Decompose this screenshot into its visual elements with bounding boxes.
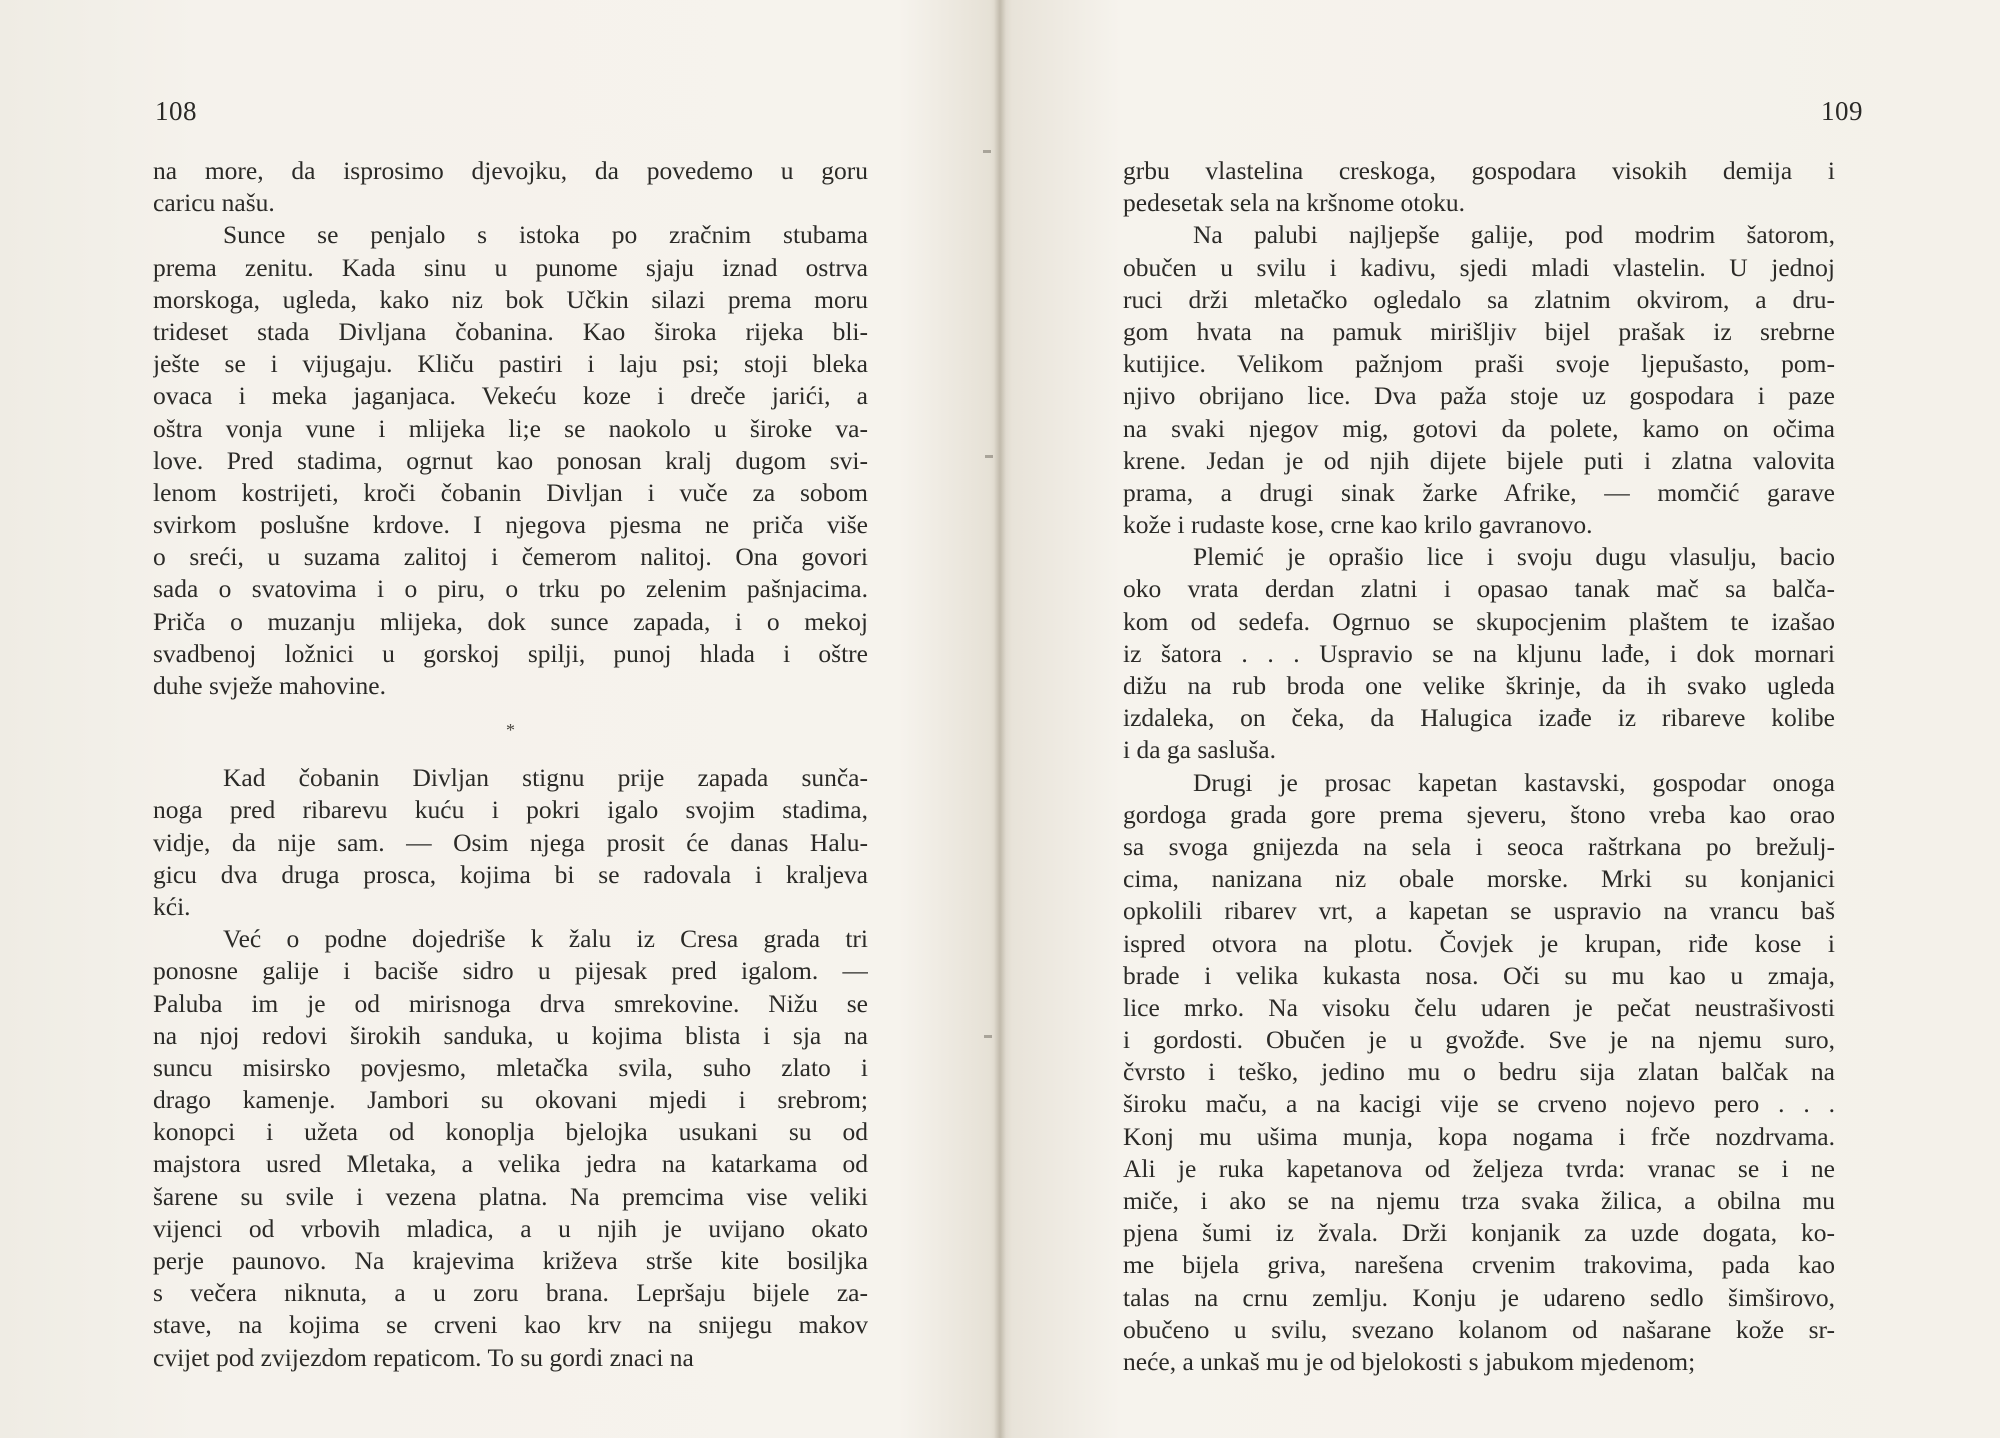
text-line: cvijet pod zvijezdom repaticom. To su gordi znaci na — [153, 1342, 694, 1372]
text-line: ješte se i vijugaju. Kliču pastiri i laju psi; stoji bleka — [153, 349, 868, 379]
paragraph — [153, 219, 868, 702]
text-line: Već o podne dojedriše k žalu iz Cresa grada tri — [223, 924, 868, 954]
text-line: oko vrata derdan zlatni i opasao tanak mač sa balča- — [1123, 574, 1835, 604]
text-line: konopci i užeta od konoplja bjelojka usukani su od — [153, 1117, 868, 1147]
text-line: oštra vonja vune i mlijeka li;e se naokolo u široke va- — [153, 413, 868, 443]
text-line: šarene su svile i vezena platna. Na premcima vise veliki — [153, 1181, 868, 1211]
text-line: prama, a drugi sinak žarke Afrike, — momčić garave — [1123, 477, 1835, 507]
text-line: na more, da isprosimo djevojku, da povedemo u goru — [153, 156, 868, 185]
text-line: obučen u svilu i kadivu, sjedi mladi vlastelin. U jednoj — [1123, 252, 1835, 282]
paragraph — [1123, 541, 1835, 766]
text-line: izdaleka, on čeka, da Halugica izađe iz ribareve kolibe — [1123, 703, 1835, 733]
text-line: neće, a unkaš mu je od bjelokosti s jabukom mjedenom; — [1123, 1346, 1696, 1376]
text-line: duhe svježe mahovine. — [153, 671, 386, 700]
text-line: lice mrko. Na visoku čelu udaren je pečat neustrašivosti — [1123, 992, 1835, 1022]
text-line: i gordosti. Obučen je u gvožđe. Sve je na njemu suro, — [1123, 1025, 1835, 1055]
text-line: grbu vlastelina creskoga, gospodara visokih demija i — [1123, 156, 1835, 185]
text-line: kom od sedefa. Ogrnuo se skupocjenim plaštem te izašao — [1123, 606, 1835, 636]
right-page — [1005, 0, 2000, 1438]
page-number: 109 — [1821, 96, 1863, 126]
page-text — [153, 155, 868, 1374]
text-line: perje paunovo. Na krajevima križeva strše kite bosiljka — [153, 1246, 868, 1275]
text-line: obučeno u svilu, svezano kolanom od našarane kože sr- — [1123, 1314, 1835, 1344]
text-line: Priča o muzanju mlijeka, dok sunce zapada, i o mekoj — [153, 606, 868, 636]
text-line: gom hvata na pamuk mirišljiv bijel prašak iz srebrne — [1123, 316, 1835, 346]
paragraph — [1123, 219, 1835, 541]
text-line: ispred otvora na plotu. Čovjek je krupan, riđe kose i — [1123, 928, 1835, 958]
text-line: Paluba im je od mirisnoga drva smrekovine. Nižu se — [153, 988, 868, 1018]
text-line: svadbenoj ložnici u gorskoj spilji, punoj hlada i oštre — [153, 638, 868, 668]
text-line: opkolili ribarev vrt, a kapetan se uspravio na vrancu baš — [1123, 896, 1835, 926]
text-line: me bijela griva, narešena crvenim trakovima, pada kao — [1123, 1250, 1835, 1280]
text-line: majstora usred Mletaka, a velika jedra na katarkama od — [153, 1149, 868, 1179]
text-line: Kad čobanin Divljan stignu prije zapada sunča- — [223, 763, 868, 793]
text-line: gordoga grada gore prema sjeveru, štono vreba kao orao — [1123, 799, 1835, 829]
text-line: Sunce se penjalo s istoka po zračnim stubama — [223, 220, 868, 250]
text-line: vidje, da nije sam. — Osim njega prosit će danas Halu- — [153, 827, 868, 857]
text-line: iz šatora . . . Uspravio se na kljunu lađe, i dok mornari — [1123, 638, 1835, 668]
text-line: i da ga sasluša. — [1123, 735, 1276, 765]
text-line: Drugi je prosac kapetan kastavski, gospodar onoga — [1193, 767, 1835, 797]
text-line: široku maču, a na kacigi vije se crveno nojevo pero . . . — [1123, 1089, 1835, 1119]
text-line: na njoj redovi širokih sanduka, u kojima blista i sja na — [153, 1020, 868, 1050]
text-line: ovaca i meka jaganjaca. Vekeću koze i dreče jarići, a — [153, 381, 868, 411]
paragraph — [153, 762, 868, 923]
text-line: Plemić je oprašio lice i svoju dugu vlasulju, bacio — [1193, 542, 1835, 572]
text-line: suncu misirsko povjesmo, mletačka svila, suho zlato i — [153, 1052, 868, 1082]
paragraph — [153, 923, 868, 1374]
left-page — [0, 0, 995, 1438]
paragraph — [153, 155, 868, 219]
text-line: kože i rudaste kose, crne kao krilo gavranovo. — [1123, 510, 1593, 540]
text-line: ruci drži mletačko ogledalo sa zlatnim okvirom, a dru- — [1123, 284, 1835, 314]
text-line: brade i velika kukasta nosa. Oči su mu kao u zmaja, — [1123, 960, 1835, 990]
text-line: noga pred ribarevu kuću i pokri igalo svojim stadima, — [153, 795, 868, 825]
text-line: Ali je ruka kapetanova od željeza tvrda: vranac se i ne — [1123, 1153, 1835, 1183]
text-line: svirkom poslušne krdove. I njegova pjesma ne priča više — [153, 510, 868, 540]
text-line: lenom kostrijeti, kroči čobanin Divljan i vuče za sobom — [153, 477, 868, 507]
text-line: miče, i ako se na njemu trza svaka žilica, a obilna mu — [1123, 1186, 1835, 1215]
text-line: s večera niknuta, a u zoru brana. Lepršaju bijele za- — [153, 1278, 868, 1308]
paragraph — [1123, 767, 1835, 1379]
text-line: kutijice. Velikom pažnjom praši svoje ljepušasto, pom- — [1123, 349, 1835, 379]
text-line: Na palubi najljepše galije, pod modrim šatorom, — [1193, 220, 1835, 250]
text-line: sada o svatovima i o piru, o trku po zelenim pašnjacima. — [153, 574, 868, 604]
page-text — [1123, 155, 1835, 1378]
text-line: drago kamenje. Jambori su okovani mjedi i srebrom; — [153, 1085, 868, 1115]
text-line: kći. — [153, 891, 191, 921]
text-line: pjena šumi iz žvala. Drži konjanik za uzde dogata, ko- — [1123, 1218, 1835, 1248]
section-divider: * — [506, 720, 515, 741]
text-line: krene. Jedan je od njih dijete bijele puti i zlatna valovita — [1123, 445, 1835, 475]
text-line: Konj mu ušima munja, kopa nogama i frče nozdrvama. — [1123, 1121, 1835, 1151]
text-line: love. Pred stadima, ogrnut kao ponosan kralj dugom svi- — [153, 445, 868, 475]
paragraph — [1123, 155, 1835, 219]
text-line: pedesetak sela na kršnome otoku. — [1123, 188, 1466, 218]
text-line: sa svoga gnijezda na sela i seoca raštrkana po brežulj- — [1123, 831, 1835, 861]
text-line: trideset stada Divljana čobanina. Kao široka rijeka bli- — [153, 316, 868, 346]
text-line: ponosne galije i baciše sidro u pijesak pred igalom. — — [153, 956, 868, 986]
text-line: njivo obrijano lice. Dva paža stoje uz gospodara i paze — [1123, 381, 1835, 411]
text-line: talas na crnu zemlju. Konju je udareno sedlo šimširovo, — [1123, 1282, 1835, 1312]
text-line: gicu dva druga prosca, kojima bi se radovala i kraljeva — [153, 859, 868, 889]
text-line: prema zenitu. Kada sinu u punome sjaju iznad ostrva — [153, 252, 868, 282]
text-line: cima, nanizana niz obale morske. Mrki su konjanici — [1123, 864, 1835, 894]
text-line: stave, na kojima se crveni kao krv na snijegu makov — [153, 1310, 868, 1340]
text-line: o sreći, u suzama zalitoj i čemerom nalitoj. Ona govori — [153, 542, 868, 572]
text-line: na svaki njegov mig, gotovi da polete, kamo on očima — [1123, 413, 1835, 443]
text-line: vijenci od vrbovih mladica, a u njih je uvijano okato — [153, 1213, 868, 1243]
spacer — [153, 702, 868, 712]
text-line: caricu našu. — [153, 188, 275, 218]
text-line: dižu na rub broda one velike škrinje, da ih svako ugleda — [1123, 671, 1835, 700]
text-line: morskoga, ugleda, kako niz bok Učkin silazi prema moru — [153, 284, 868, 314]
text-line: čvrsto i teško, jedino mu o bedru sija zlatan balčak na — [1123, 1057, 1835, 1087]
page-number: 108 — [155, 96, 197, 126]
